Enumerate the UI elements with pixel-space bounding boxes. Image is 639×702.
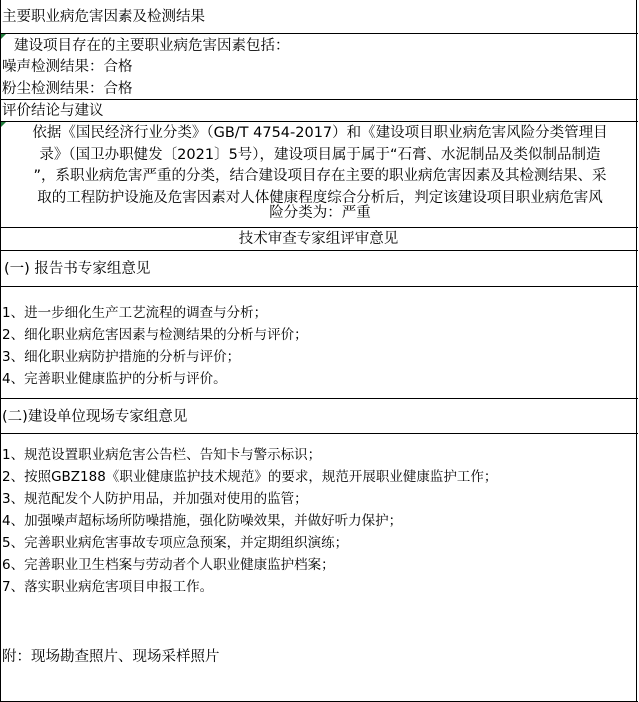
attachment-note: 附：现场勘查照片、现场采样照片	[2, 649, 220, 665]
dust-result: 粉尘检测结果：合格	[2, 81, 133, 97]
list-item: 3、规范配发个人防护用品，并加强对使用的监管；	[2, 491, 308, 507]
noise-result: 噪声检测结果：合格	[2, 59, 133, 75]
divider	[0, 433, 638, 434]
site-group-list	[2, 444, 497, 598]
list-item: 5、完善职业病危害事故专项应急预案，并定期组织演练；	[2, 535, 349, 551]
list-item: 7、落实职业病危害项目申报工作。	[2, 579, 214, 595]
conclusion-line: 录》（国卫办职健发〔2021〕5号），建设项目属于属于“石膏、水泥制品及类似制品制造	[39, 146, 601, 163]
cell-marker-icon	[1, 122, 6, 127]
hazard-intro: 建设项目存在的主要职业病危害因素包括：	[14, 38, 290, 54]
conclusion-line: 依据《国民经济行业分类》（GB/T 4754-2017）和《建设项目职业病危害风险分类管理目	[32, 125, 608, 141]
divider	[0, 121, 638, 122]
list-item: 3、细化职业病防护措施的分析与评价；	[2, 349, 241, 365]
section-title: 主要职业病危害因素及检测结果	[2, 9, 205, 25]
conclusion-title: 评价结论与建议	[2, 103, 104, 119]
list-item: 2、细化职业病危害因素与检测结果的分析与评价；	[2, 327, 308, 343]
report-group-list	[2, 302, 308, 390]
divider	[0, 250, 638, 251]
conclusion-line: 险分类为：严重	[269, 205, 371, 221]
cell-marker-icon	[1, 34, 6, 39]
divider	[0, 99, 638, 100]
divider	[0, 227, 638, 228]
report-group-title: (一) 报告书专家组意见	[4, 261, 151, 277]
site-group-title: (二)建设单位现场专家组意见	[2, 409, 188, 425]
list-item: 4、完善职业健康监护的分析与评价。	[2, 371, 227, 387]
list-item: 1、规范设置职业病危害公告栏、告知卡与警示标识；	[2, 447, 322, 463]
list-item: 2、按照GBZ188《职业健康监护技术规范》的要求，规范开展职业健康监护工作；	[2, 469, 498, 485]
conclusion-line: ”，系职业病危害严重的分类，结合建设项目存在主要的职业病危害因素及其检测结果、采	[33, 168, 607, 184]
list-item: 6、完善职业卫生档案与劳动者个人职业健康监护档案；	[2, 557, 335, 573]
divider	[0, 33, 638, 34]
list-item: 1、进一步细化生产工艺流程的调查与分析；	[2, 305, 268, 321]
divider	[0, 398, 638, 399]
divider	[0, 286, 638, 287]
conclusion-text	[8, 123, 632, 225]
review-title: 技术审查专家组评审意见	[238, 231, 399, 247]
list-item: 4、加强噪声超标场所防噪措施，强化防噪效果，并做好听力保护；	[2, 513, 403, 529]
conclusion-line: 取的工程防护设施及危害因素对人体健康程度综合分析后，判定该建设项目职业病危害风	[37, 189, 603, 206]
